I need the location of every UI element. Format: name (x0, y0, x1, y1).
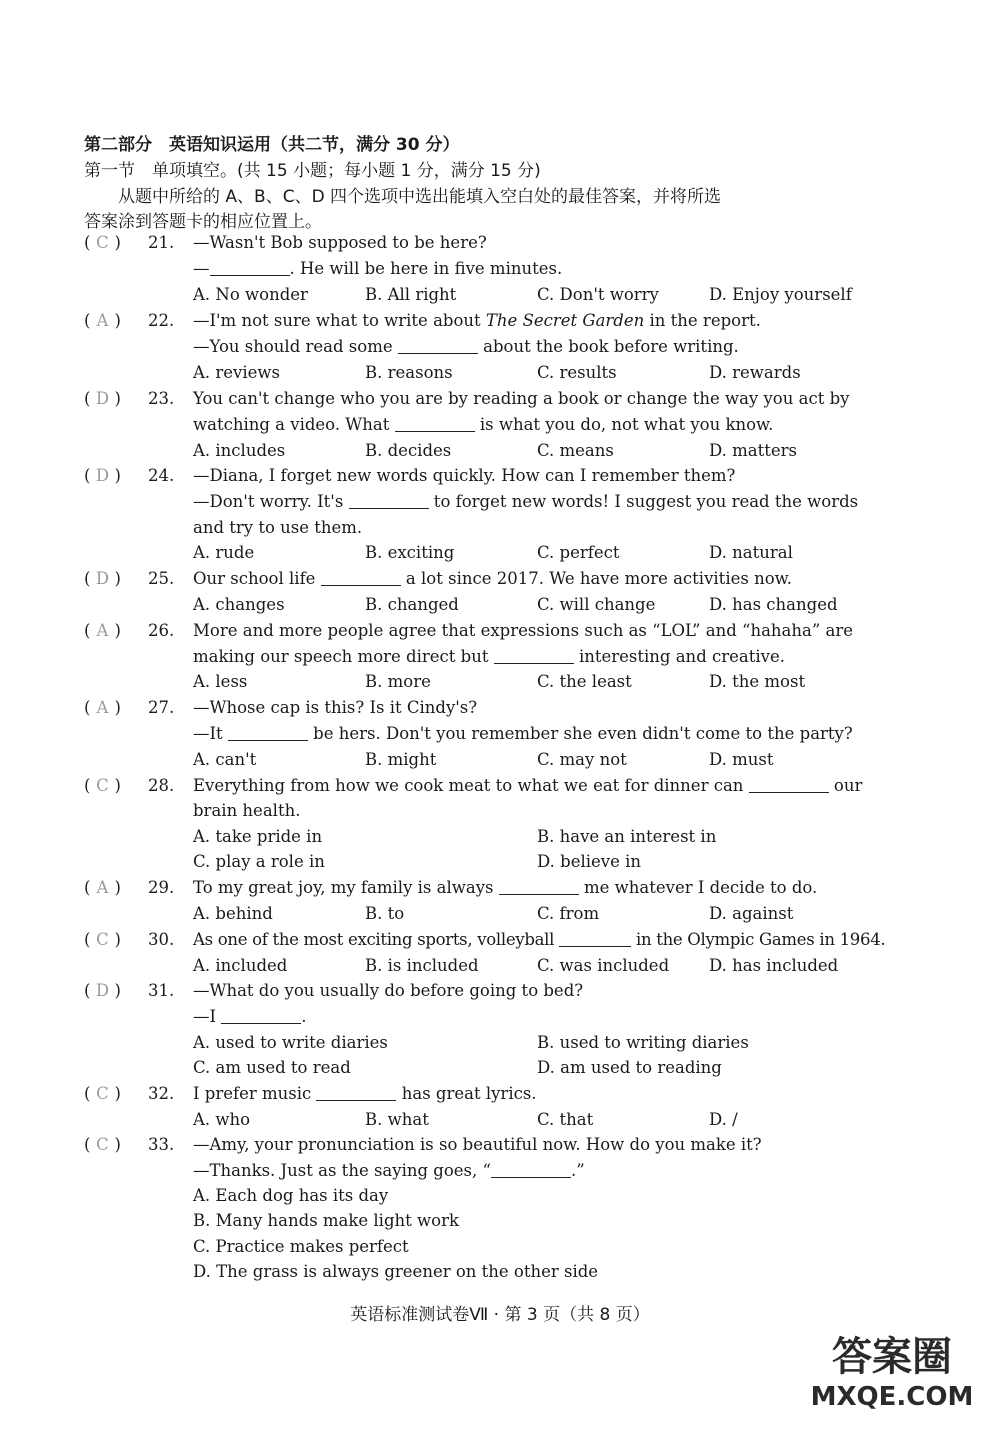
option-c: C. means (537, 441, 614, 460)
option-c: C. Don't worry (537, 285, 659, 304)
question-number: 24. (148, 466, 175, 485)
part-title: 第二部分 英语知识运用（共二节，满分 30 分） (84, 135, 460, 155)
answer-mark: A (96, 698, 109, 717)
question-number: 33. (148, 1135, 175, 1154)
answer-blank (499, 880, 579, 895)
option-a: A. No wonder (193, 285, 308, 304)
answer-blank (491, 1163, 571, 1178)
stem-prefix: — (193, 259, 210, 278)
question-number: 30. (148, 930, 175, 949)
stem-prefix: Our school life (193, 569, 321, 588)
option-a: A. Each dog has its day (193, 1186, 389, 1205)
answer-mark: C (96, 1084, 109, 1103)
option-d: D. / (709, 1110, 738, 1129)
answer-bracket: ( C ) (84, 776, 121, 795)
answer-mark: A (96, 878, 109, 897)
answer-bracket: ( C ) (84, 233, 121, 252)
stem-suffix: to forget new words! I suggest you read the words (428, 492, 859, 511)
stem-suffix: . He will be here in five minutes. (289, 259, 563, 278)
stem-prefix: making our speech more direct but (193, 647, 494, 666)
option-b: B. Many hands make light work (193, 1211, 459, 1230)
stem-prefix: —I (193, 1007, 222, 1026)
option-c: C. the least (537, 672, 632, 691)
answer-bracket: ( D ) (84, 981, 121, 1000)
question-stem: You can't change who you are by reading a book or change the way you act by (193, 389, 850, 408)
option-a: A. who (193, 1110, 251, 1129)
option-a: A. used to write diaries (193, 1033, 388, 1052)
option-d: D. The grass is always greener on the other side (193, 1262, 599, 1281)
answer-mark: C (96, 1135, 109, 1154)
option-a: A. changes (193, 595, 285, 614)
instruction-line-2: 答案涂到答题卡的相应位置上。 (84, 212, 322, 232)
option-b: B. decides (365, 441, 452, 460)
answer-mark: A (96, 621, 109, 640)
question-stem: —Whose cap is this? Is it Cindy's? (193, 698, 478, 717)
answer-mark: C (96, 776, 109, 795)
option-b: B. might (365, 750, 437, 769)
option-b: B. more (365, 672, 431, 691)
option-a: A. includes (193, 441, 286, 460)
watermark-top-text: 答案圈 (832, 1334, 952, 1380)
stem-suffix: our (828, 776, 863, 795)
answer-blank (210, 261, 290, 276)
answer-bracket: ( D ) (84, 466, 121, 485)
option-d: D. the most (709, 672, 806, 691)
answer-mark: A (96, 311, 109, 330)
option-b: B. is included (365, 956, 479, 975)
answer-blank (221, 1009, 301, 1024)
answer-bracket: ( A ) (84, 621, 121, 640)
option-d: D. natural (709, 543, 793, 562)
option-c: C. perfect (537, 543, 620, 562)
answer-mark: D (95, 466, 110, 485)
option-c: C. may not (537, 750, 627, 769)
stem-prefix: —I'm not sure what to write about (193, 311, 486, 330)
question-number: 21. (148, 233, 175, 252)
question-stem-continued: and try to use them. (193, 518, 363, 537)
option-a: A. reviews (193, 363, 281, 382)
stem-prefix: —Don't worry. It's (193, 492, 349, 511)
answer-bracket: ( D ) (84, 569, 121, 588)
option-a: A. can't (193, 750, 257, 769)
question-number: 27. (148, 698, 175, 717)
option-b: B. changed (365, 595, 459, 614)
question-stem: —What do you usually do before going to bed? (193, 981, 584, 1000)
stem-prefix: —Thanks. Just as the saying goes, “ (193, 1161, 491, 1180)
answer-bracket: ( A ) (84, 698, 121, 717)
stem-suffix: in the Olympic Games in 1964. (631, 930, 886, 949)
option-a: A. take pride in (193, 827, 323, 846)
option-d: D. rewards (709, 363, 801, 382)
answer-bracket: ( C ) (84, 1135, 121, 1154)
option-b: B. All right (365, 285, 457, 304)
question-stem: —Diana, I forget new words quickly. How can I remember them? (193, 466, 736, 485)
stem-suffix: me whatever I decide to do. (578, 878, 818, 897)
stem-prefix: watching a video. What (193, 415, 395, 434)
option-c: C. Practice makes perfect (193, 1237, 409, 1256)
answer-blank (398, 339, 478, 354)
answer-bracket: ( D ) (84, 389, 121, 408)
answer-mark: D (95, 569, 110, 588)
question-stem: More and more people agree that expressions such as “LOL” and “hahaha” are (193, 621, 854, 640)
stem-suffix: be hers. Don't you remember she even didn't come to the party? (307, 724, 853, 743)
answer-bracket: ( C ) (84, 930, 121, 949)
question-stem: —Wasn't Bob supposed to be here? (193, 233, 487, 252)
option-b: B. to (365, 904, 405, 923)
option-d: D. Enjoy yourself (709, 285, 852, 304)
stem-prefix: To my great joy, my family is always (193, 878, 499, 897)
stem-suffix: has great lyrics. (396, 1084, 537, 1103)
stem-prefix: —It (193, 724, 228, 743)
answer-blank (316, 1086, 396, 1101)
page-footer: 英语标准测试卷Ⅶ · 第 3 页（共 8 页） (350, 1305, 650, 1325)
answer-mark: C (96, 233, 109, 252)
option-c: C. will change (537, 595, 656, 614)
answer-bracket: ( A ) (84, 878, 121, 897)
option-c: C. play a role in (193, 852, 325, 871)
option-b: B. used to writing diaries (537, 1033, 749, 1052)
answer-blank (228, 726, 308, 741)
answer-bracket: ( C ) (84, 1084, 121, 1103)
stem-prefix: As one of the most exciting sports, volleyball (193, 930, 560, 949)
stem-prefix: —You should read some (193, 337, 398, 356)
answer-mark: D (95, 981, 110, 1000)
option-d: D. has changed (709, 595, 838, 614)
option-c: C. results (537, 363, 617, 382)
answer-blank (349, 494, 429, 509)
question-number: 29. (148, 878, 175, 897)
question-number: 23. (148, 389, 175, 408)
question-number: 22. (148, 311, 175, 330)
option-c: C. from (537, 904, 600, 923)
option-d: D. believe in (537, 852, 642, 871)
answer-bracket: ( A ) (84, 311, 121, 330)
question-number: 32. (148, 1084, 175, 1103)
stem-suffix: interesting and creative. (573, 647, 785, 666)
question-stem-continued: brain health. (193, 801, 301, 820)
option-d: D. has included (709, 956, 839, 975)
option-d: D. must (709, 750, 774, 769)
option-c: C. that (537, 1110, 594, 1129)
question-stem: —Amy, your pronunciation is so beautiful now. How do you make it? (193, 1135, 762, 1154)
stem-suffix: .” (570, 1161, 585, 1180)
question-number: 28. (148, 776, 175, 795)
stem-suffix: in the report. (644, 311, 761, 330)
question-number: 31. (148, 981, 175, 1000)
watermark-bottom-text: MXQE.COM (810, 1382, 974, 1412)
option-d: D. am used to reading (537, 1058, 722, 1077)
answer-blank (321, 571, 401, 586)
answer-blank (494, 649, 574, 664)
instruction-line-1: 从题中所给的 A、B、C、D 四个选项中选出能填入空白处的最佳答案，并将所选 (118, 187, 722, 207)
stem-prefix: Everything from how we cook meat to what we eat for dinner can (193, 776, 749, 795)
option-a: A. rude (193, 543, 255, 562)
option-b: B. have an interest in (537, 827, 717, 846)
question-number: 25. (148, 569, 175, 588)
answer-blank (749, 778, 829, 793)
option-d: D. against (709, 904, 794, 923)
option-b: B. what (365, 1110, 429, 1129)
option-a: A. behind (193, 904, 273, 923)
stem-suffix: . (301, 1007, 307, 1026)
question-number: 26. (148, 621, 175, 640)
option-d: D. matters (709, 441, 797, 460)
answer-blank (395, 417, 475, 432)
option-c: C. was included (537, 956, 670, 975)
option-a: A. included (193, 956, 288, 975)
stem-suffix: a lot since 2017. We have more activities now. (400, 569, 793, 588)
watermark-logo (802, 1315, 982, 1415)
stem-prefix: I prefer music (193, 1084, 317, 1103)
section-title: 第一节 单项填空。(共 15 小题；每小题 1 分，满分 15 分) (84, 161, 541, 181)
answer-mark: C (96, 930, 109, 949)
option-a: A. less (193, 672, 248, 691)
stem-suffix: about the book before writing. (477, 337, 739, 356)
answer-mark: D (95, 389, 110, 408)
answer-blank (559, 932, 631, 947)
book-title: The Secret Garden (485, 311, 645, 330)
option-c: C. am used to read (193, 1058, 351, 1077)
stem-suffix: is what you do, not what you know. (474, 415, 774, 434)
option-b: B. reasons (365, 363, 453, 382)
option-b: B. exciting (365, 543, 455, 562)
